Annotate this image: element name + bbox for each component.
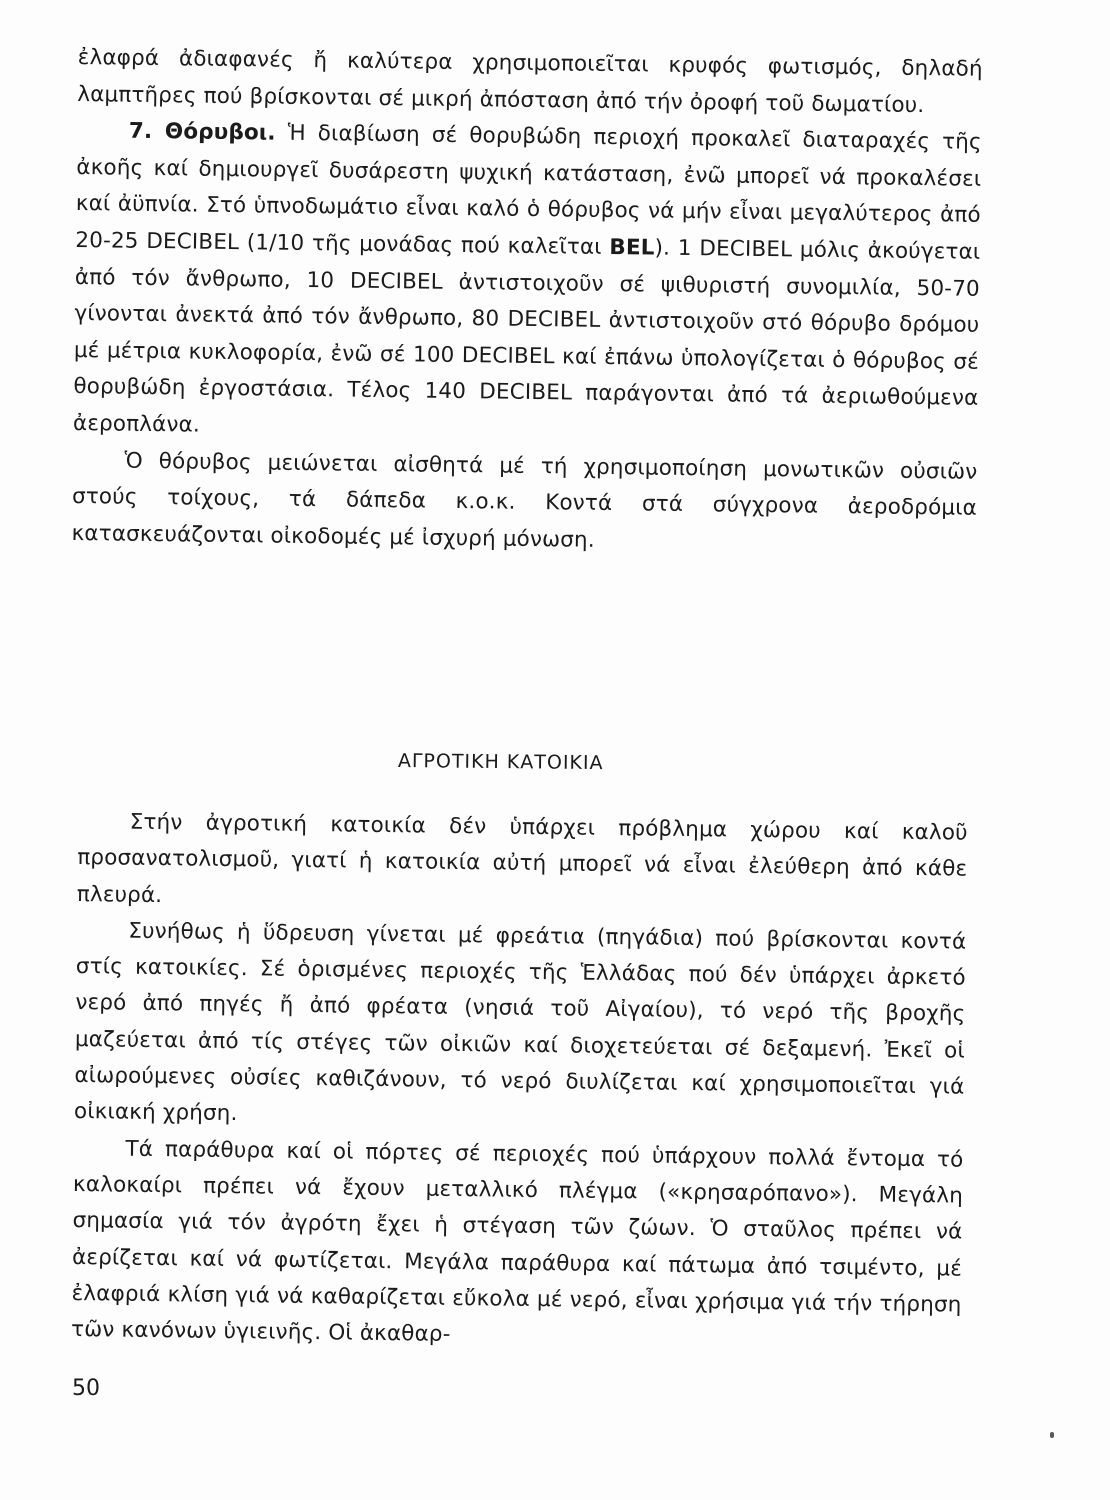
top-text-block: [71, 40, 983, 564]
noise-heading: 7. Θόρυβοι.: [128, 118, 276, 146]
noise-text-part-1: Ἡ διαβίωση σέ θορυβώδη περιοχή προκαλεῖ διαταραχές τῆς ἀκοῆς καί δημιουργεῖ δυσάρεστη ψυχική κατάσταση, ἐνῶ μπορεῖ νά προκαλέσει καί ἀϋπνία. Στό ὑπνοδωμάτιο εἶναι καλό ὁ θόρυβος νά μήν εἶναι μεγαλύτερος ἀπό 20-25 DECIBEL (1/10 τῆς μονάδας πού καλεῖται: [75, 120, 982, 260]
noise-paragraph: [73, 113, 982, 454]
noise-text-part-2: ). 1 DECIBEL μόλις ἀκούγεται ἀπό τόν ἄνθρωπο, 10 DECIBEL ἀντιστοιχοῦν σέ ψιθυριστή συνομιλία, 50-70 γίνονται ἀνεκτά ἀπό τόν ἄνθρωπο, 80 DECIBEL ἀντιστοιχοῦν στό θόρυβο δρόμου μέ μέτρια κυκλοφορία, ἐνῶ σέ 100 DECIBEL καί ἐπάνω ὑπολογίζεται ὁ θόρυβος σέ θορυβώδη ἐργοστάσια. Τέλος 140 DECIBEL παράγονται ἀπό τά ἀεριωθούμενα ἀεροπλάνα.: [72, 235, 981, 438]
bel-unit: BEL: [609, 234, 655, 261]
continuation-paragraph: ἐλαφρά ἀδιαφανές ἤ καλύτερα χρησιμοποιεῖται κρυφός φωτισμός, δηλαδή λαμπτῆρες πού βρίσκονται σέ μικρή ἀπόσταση ἀπό τήν ὀροφή τοῦ δωματίου.: [77, 44, 983, 118]
rural-text-block: [71, 804, 968, 1360]
rural-paragraph-2: Συνήθως ἡ ὕδρευση γίνεται μέ φρεάτια (πηγάδια) πού βρίσκονται κοντά στίς κατοικίες. Σέ ὁρισμένες περιοχές τῆς Ἑλλάδας πού δέν ὑπάρχει ἀρκετό νερό ἀπό πηγές ἤ ἀπό φρέατα (νησιά τοῦ Αἰγαίου), τό νερό τῆς βροχῆς μαζεύεται ἀπό τίς στέγες τῶν οἰκιῶν καί διοχετεύεται σέ δεξαμενή. Ἐκεῖ οἱ αἰωρούμενες οὐσίες καθιζάνουν, τό νερό διυλίζεται καί χρησιμοποιεῖται γιά οἰκιακή χρήση.: [73, 918, 967, 1127]
section-title: ΑΓΡΟΤΙΚΗ ΚΑΤΟΙΚΙΑ: [397, 750, 604, 775]
scan-speck: [1050, 1432, 1054, 1438]
rural-paragraph-1: Στήν ἀγροτική κατοικία δέν ὑπάρχει πρόβλημα χώρου καί καλοῦ προσανατολισμοῦ, γιατί ἡ κατοικία αὐτή μπορεῖ νά εἶναι ἐλεύθερη ἀπό κάθε πλευρά.: [76, 809, 968, 908]
noise-reduction-paragraph: Ὁ θόρυβος μειώνεται αἰσθητά μέ τή χρησιμοποίηση μονωτικῶν οὐσιῶν στούς τοίχους, τά δάπεδα κ.ο.κ. Κοντά στά σύγχρονα ἀεροδρόμια κατασκευάζονται οἰκοδομές μέ ἰσχυρή μόνωση.: [71, 448, 978, 553]
rural-paragraph-3: Τά παράθυρα καί οἱ πόρτες σέ περιοχές πού ὑπάρχουν πολλά ἔντομα τό καλοκαίρι πρέπει νά ἔχουν μεταλλικό πλέγμα («κρησαρόπανο»). Μεγάλη σημασία γιά τόν ἀγρότη ἔχει ἡ στέγαση τῶν ζώων. Ὁ σταῦλος πρέπει νά ἀερίζεται καί νά φωτίζεται. Μεγάλα παράθυρα καί πάτωμα ἀπό τσιμέντο, μέ ἐλαφριά κλίση γιά νά καθαρίζεται εὔκολα μέ νερό, εἶναι χρήσιμα γιά τήν τήρηση τῶν κανόνων ὑγιεινῆς. Οἱ ἀκαθαρ-: [70, 1136, 964, 1348]
page-number: 50: [72, 1376, 100, 1401]
